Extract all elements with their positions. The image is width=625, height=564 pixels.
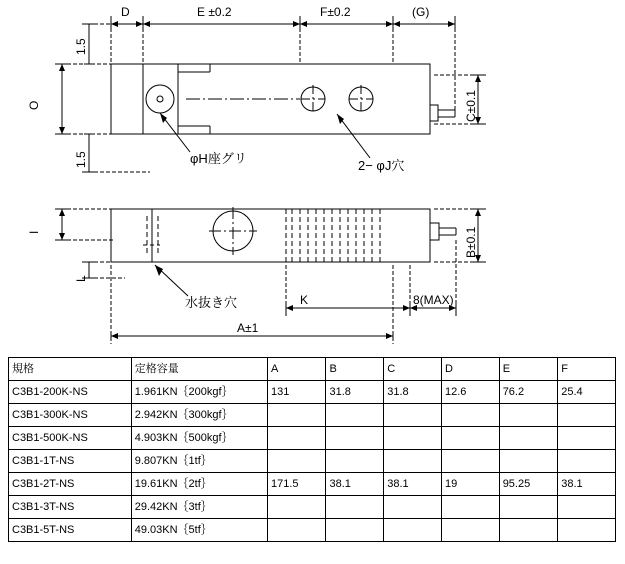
cell-C (384, 450, 442, 473)
callout-counterbore: φH座グリ (190, 151, 247, 166)
header-spec: 規格 (9, 358, 132, 381)
cell-E: 76.2 (499, 381, 558, 404)
cell-F (558, 450, 616, 473)
cell-C: 31.8 (384, 381, 442, 404)
cell-C (384, 404, 442, 427)
table-row (9, 427, 616, 450)
cell-D (441, 496, 499, 519)
cell-E: 95.25 (499, 473, 558, 496)
cell-A (267, 496, 326, 519)
callout-drain: 水抜き穴 (185, 295, 238, 310)
cell-spec: C3B1-3T-NS (9, 496, 132, 519)
cell-spec: C3B1-500K-NS (9, 427, 132, 450)
cell-F: 25.4 (558, 381, 616, 404)
cell-E (499, 519, 558, 542)
table-row (9, 473, 616, 496)
cell-A: 131 (267, 381, 326, 404)
cell-A (267, 427, 326, 450)
cell-A: 171.5 (267, 473, 326, 496)
cell-F (558, 427, 616, 450)
label-G: (G) (412, 5, 430, 19)
header-D: D (441, 358, 499, 381)
cell-A (267, 450, 326, 473)
cell-spec: C3B1-5T-NS (9, 519, 132, 542)
cell-E (499, 450, 558, 473)
cell-C (384, 496, 442, 519)
cell-B (326, 450, 384, 473)
cell-F: 38.1 (558, 473, 616, 496)
cell-spec: C3B1-300K-NS (9, 404, 132, 427)
header-B: B (326, 358, 384, 381)
table-row (9, 381, 616, 404)
label-K: K (300, 293, 309, 307)
cell-C: 38.1 (384, 473, 442, 496)
header-F: F (558, 358, 616, 381)
cell-E (499, 496, 558, 519)
cell-capacity: 29.42KN｛3tf｝ (131, 496, 267, 519)
cell-spec: C3B1-2T-NS (9, 473, 132, 496)
cell-capacity: 19.61KN｛2tf｝ (131, 473, 267, 496)
cell-C (384, 427, 442, 450)
cell-capacity: 1.961KN｛200kgf｝ (131, 381, 267, 404)
header-E: E (499, 358, 558, 381)
label-t2: 1.5 (74, 151, 88, 168)
cell-B (326, 404, 384, 427)
cell-C (384, 519, 442, 542)
label-F: F±0.2 (320, 5, 351, 19)
table-row (9, 496, 616, 519)
cell-B: 31.8 (326, 381, 384, 404)
cell-B (326, 519, 384, 542)
label-C: C±0.1 (464, 90, 478, 122)
cell-B (326, 496, 384, 519)
label-L: L (74, 275, 88, 282)
cell-F (558, 519, 616, 542)
label-A: A±1 (237, 321, 259, 335)
cell-A (267, 404, 326, 427)
cell-capacity: 49.03KN｛5tf｝ (131, 519, 267, 542)
label-t1: 1.5 (74, 38, 88, 55)
label-E: E ±0.2 (197, 5, 232, 19)
cell-D (441, 404, 499, 427)
cell-B: 38.1 (326, 473, 384, 496)
label-I: I (27, 230, 41, 234)
callout-holes: 2− φJ穴 (358, 158, 405, 173)
cell-F (558, 496, 616, 519)
label-D: D (121, 5, 130, 19)
cell-capacity: 4.903KN｛500kgf｝ (131, 427, 267, 450)
cell-F (558, 404, 616, 427)
cell-D (441, 450, 499, 473)
header-A: A (267, 358, 326, 381)
cell-A (267, 519, 326, 542)
specification-table (8, 357, 616, 542)
cell-D (441, 519, 499, 542)
table-row (9, 450, 616, 473)
cell-capacity: 2.942KN｛300kgf｝ (131, 404, 267, 427)
cell-D: 19 (441, 473, 499, 496)
label-max: 8(MAX) (413, 293, 454, 307)
table-header-row (9, 358, 616, 381)
label-O: O (27, 100, 41, 110)
label-B: B±0.1 (464, 226, 478, 258)
cell-spec: C3B1-200K-NS (9, 381, 132, 404)
cell-E (499, 427, 558, 450)
cell-E (499, 404, 558, 427)
table-row (9, 404, 616, 427)
header-C: C (384, 358, 442, 381)
cell-D (441, 427, 499, 450)
cell-capacity: 9.807KN｛1tf｝ (131, 450, 267, 473)
cell-spec: C3B1-1T-NS (9, 450, 132, 473)
header-capacity: 定格容量 (131, 358, 267, 381)
cell-D: 12.6 (441, 381, 499, 404)
cell-B (326, 427, 384, 450)
table-row (9, 519, 616, 542)
